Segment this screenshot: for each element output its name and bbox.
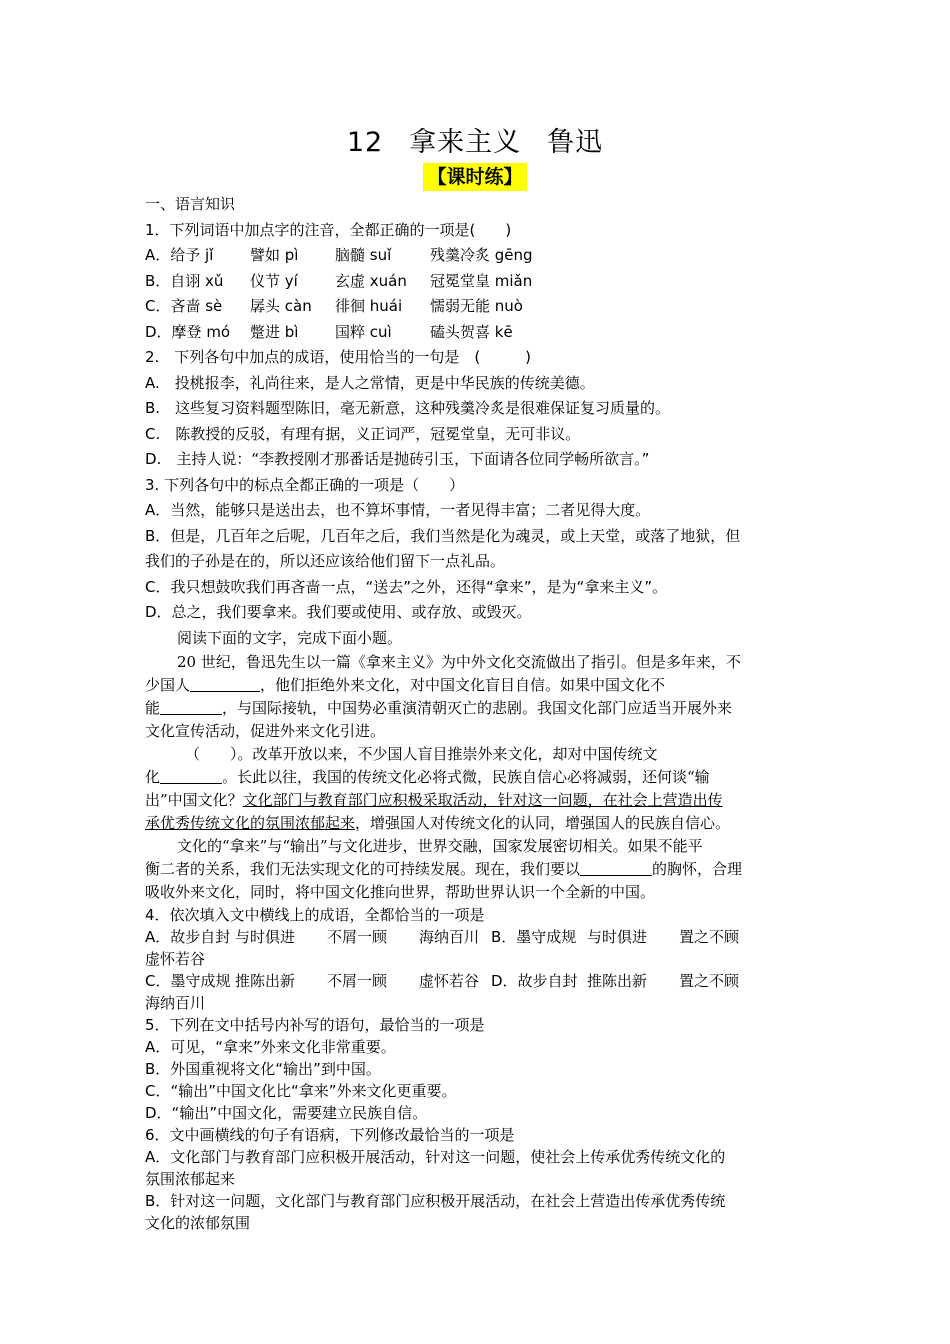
reading-passage: 20 世纪，鲁迅先生以一篇《拿来主义》为中外文化交流做出了指引。但是多年来，不 少国人 ，他们拒绝外来文化，对中国文化盲目自信。如果中国文化不 能 ，与国际接轨，中国势必重演清朝灭亡的悲剧。我国文化部门应适当开展外来 文化宣传活动，促进外来文化引进。 （ ）。改革开放以来，不少国人盲目推崇外来文化，却对中国传统文 化 。长此以往，我国的传统文化必将式微，民族自信心必将减弱，还何谈“输 出”中国文化？文化部门与教育部门应积极采取活动，针对这一问题，在社会上营造出传 承优秀传统文化的氛围浓郁起来，增强国人对传统文化的认同，增强国人的民族自信心。 文化的“拿来”与“输出”与文化进步，世界交融，国家发展密切相关。如果不能平 衡二者的关系，我们无法实现文化的可持续发展。现在，我们要以 的胸怀，合理 吸收外来文化，同时，将中国文化推向世界，帮助世界认识一个全新的中国。 — [145, 653, 743, 901]
q4-options-cd: C．墨守成规 推陈出新 不屑一顾 虚怀若谷 D．故步自封 推陈出新 置之不顾 — [145, 972, 740, 990]
lesson-author: 鲁迅 — [547, 127, 604, 158]
reading-intro: 阅读下面的文字，完成下面小题。 — [177, 628, 403, 647]
q2-option-c: C. 陈教授的反驳，有理有据，义正词严，冠冕堂皇，无可非议。 — [145, 424, 581, 443]
q4-options-ab: A．故步自封 与时俱进 不屑一顾 海纳百川 B．墨守成规 与时俱进 置之不顾 — [145, 928, 740, 946]
q1-option-a: A．给予 jǐ 譬如 pì 脑髓 suǐ 残羹冷炙 gēng — [145, 246, 533, 264]
q6-option-b: B．针对这一问题，文化部门与教育部门应积极开展活动，在社会上营造出传承优秀传统 — [145, 1192, 726, 1210]
q1-option-c: C．吝啬 sè 孱头 càn 徘徊 huái 懦弱无能 nuò — [145, 297, 523, 315]
blank-1 — [190, 675, 260, 692]
section-heading: 一、语言知识 — [145, 195, 236, 213]
exercise-body: 一、语言知识 1．下列词语中加点字的注音，全都正确的一项是( ) A．给予 jǐ 譬如 pì 脑髓 suǐ 残羹冷炙 gēng B．自诩 xǔ 仪节 yí 玄虚 xuán 冠冕堂皇 miǎn C．吝啬 sè 孱头 càn 徘徊 huái 懦弱无能 nuò D．摩登 mó 蹩进 bì 国粹 cuì 磕头贺喜 kē 2. 下列各句中加点的成语，使用恰当的一句是 ( ) A. 投桃报李，礼尚往来，是人之常情，更是中华民族的传统美德。 B. 这些复习资料题型陈旧，毫无新意，这种残羹冷炙是很难保证复习质量的。 C. 陈教授的反驳，有理有据，义正词严，冠冕堂皇，无可非议。 D. 主持人说：“李教授刚才那番话是抛砖引玉，下面请各位同学畅所欲言。” 3. 下列各句中的标点全都正确的一项是（ ） A．当然，能够只是送出去，也不算坏事情，一者见得丰富；二者见得大度。 B．但是，几百年之后呢，几百年之后，我们当然是化为魂灵，或上天堂，或落了地狱，但 我们的子孙是在的，所以还应该给他们留下一点礼品。 C．我只想鼓吹我们再吝啬一点，“送去”之外，还得“拿来”，是为“拿来主义”。 D．总之，我们要拿来。我们要或使用、或存放、或毁灭。 阅读下面的文字，完成下面小题。 20 世纪，鲁迅先生以一篇《拿来主义》为中外文化交流做出了指引。但是多年来，不 少国人 ，他们拒绝外来文化，对中国文化盲目自信。如果中国文化不 能 ，与国际接轨，中国势必重演清朝灭亡的悲剧。我国文化部门应适当开展外来 文化宣传活动，促进外来文化引进。 （ ）。改革开放以来，不少国人盲目推崇外来文化，却对中国传统文 化 。长此以往，我国的传统文化必将式微，民族自信心必将减弱，还何谈“输 出”中国文化？文化部门与教育部门应积极采取活动，针对这一问题，在社会上营造出传 承优秀传统文化的氛围浓郁起来，增强国人对传统文化的认同，增强国人的民族自信心。 文化的“拿来”与“输出”与文化进步，世界交融，国家发展密切相关。如果不能平 衡二者的关系，我们无法实现文化的可持续发展。现在，我们要以 的胸怀，合理 吸收外来文化，同时，将中国文化推向世界，帮助世界认识一个全新的中国。 4．依次填入文中横线上的成语，全都恰当的一项是 A．故步自封 与时俱进 不屑一顾 海纳百川 B．墨守成规 与时俱进 置之不顾 虚怀若谷 C．墨守成规 推陈出新 不屑一顾 虚怀若谷 D．故步自封 推陈出新 置之不顾 海纳百川 5．下列在文中括号内补写的语句，最恰当的一项是 A．可见，“拿来”外来文化非常重要。 B．外国重视将文化“输出”到中国。 C．“输出”中国文化比“拿来”外来文化更重要。 D．“输出”中国文化，需要建立民族自信。 6．文中画横线的句子有语病，下列修改最恰当的一项是 A．文化部门与教育部门应积极开展活动，针对这一问题，使社会上传承优秀传统文化的 氛围浓郁起来 B．针对这一问题，文化部门与教育部门应积极开展活动，在社会上营造出传承优秀传统 文化的浓郁氛围 — [145, 192, 810, 1234]
q1-option-d: D．摩登 mó 蹩进 bì 国粹 cuì 磕头贺喜 kē — [145, 322, 513, 341]
q1-stem: 1．下列词语中加点字的注音，全都正确的一项是( ) — [145, 220, 512, 239]
q4-stem: 4．依次填入文中横线上的成语，全都恰当的一项是 — [145, 906, 485, 924]
q2-option-a: A. 投桃报李，礼尚往来，是人之常情，更是中华民族的传统美德。 — [145, 373, 595, 392]
underlined-sentence-cont: 承优秀传统文化的氛围浓郁起来 — [145, 814, 356, 832]
q5-stem: 5．下列在文中括号内补写的语句，最恰当的一项是 — [145, 1016, 485, 1034]
q3-option-d: D．总之，我们要拿来。我们要或使用、或存放、或毁灭。 — [145, 603, 532, 621]
q3-stem: 3. 下列各句中的标点全都正确的一项是（ ） — [145, 475, 465, 494]
q6-option-a: A．文化部门与教育部门应积极开展活动，针对这一问题，使社会上传承优秀传统文化的 — [145, 1148, 726, 1166]
q5-option-a: A．可见，“拿来”外来文化非常重要。 — [145, 1038, 396, 1056]
section-badge: 【课时练】 — [423, 163, 526, 191]
q1-option-b: B．自诩 xǔ 仪节 yí 玄虚 xuán 冠冕堂皇 miǎn — [145, 271, 533, 290]
q5-option-b: B．外国重视将文化“输出”到中国。 — [145, 1060, 381, 1078]
q2-stem: 2. 下列各句中加点的成语，使用恰当的一句是 ( ) — [145, 348, 532, 366]
q5-option-c: C．“输出”中国文化比“拿来”外来文化更重要。 — [145, 1082, 457, 1100]
q3-option-a: A．当然，能够只是送出去，也不算坏事情，一者见得丰富；二者见得大度。 — [145, 501, 651, 519]
blank-4 — [580, 859, 652, 876]
lesson-name: 拿来主义 — [409, 127, 522, 158]
q3-option-b: B．但是，几百年之后呢，几百年之后，我们当然是化为魂灵，或上天堂，或落了地狱，但 — [145, 526, 741, 545]
q3-option-b-cont: 我们的子孙是在的，所以还应该给他们留下一点礼品。 — [145, 552, 506, 570]
q2-option-b: B. 这些复习资料题型陈旧，毫无新意，这种残羹冷炙是很难保证复习质量的。 — [145, 399, 671, 417]
q3-option-c: C．我只想鼓吹我们再吝啬一点，“送去”之外，还得“拿来”，是为“拿来主义”。 — [145, 577, 668, 596]
page-title — [0, 120, 950, 159]
underlined-sentence: 文化部门与教育部门应积极采取活动，针对这一问题，在社会上营造出传 — [242, 791, 723, 809]
lesson-number: 12 — [346, 127, 384, 158]
q5-option-d: D．“输出”中国文化，需要建立民族自信。 — [145, 1104, 428, 1122]
blank-3 — [160, 767, 222, 784]
q6-stem: 6．文中画横线的句子有语病，下列修改最恰当的一项是 — [145, 1126, 515, 1144]
blank-2 — [160, 698, 222, 715]
q2-option-d: D. 主持人说：“李教授刚才那番话是抛砖引玉，下面请各位同学畅所欲言。” — [145, 450, 650, 468]
